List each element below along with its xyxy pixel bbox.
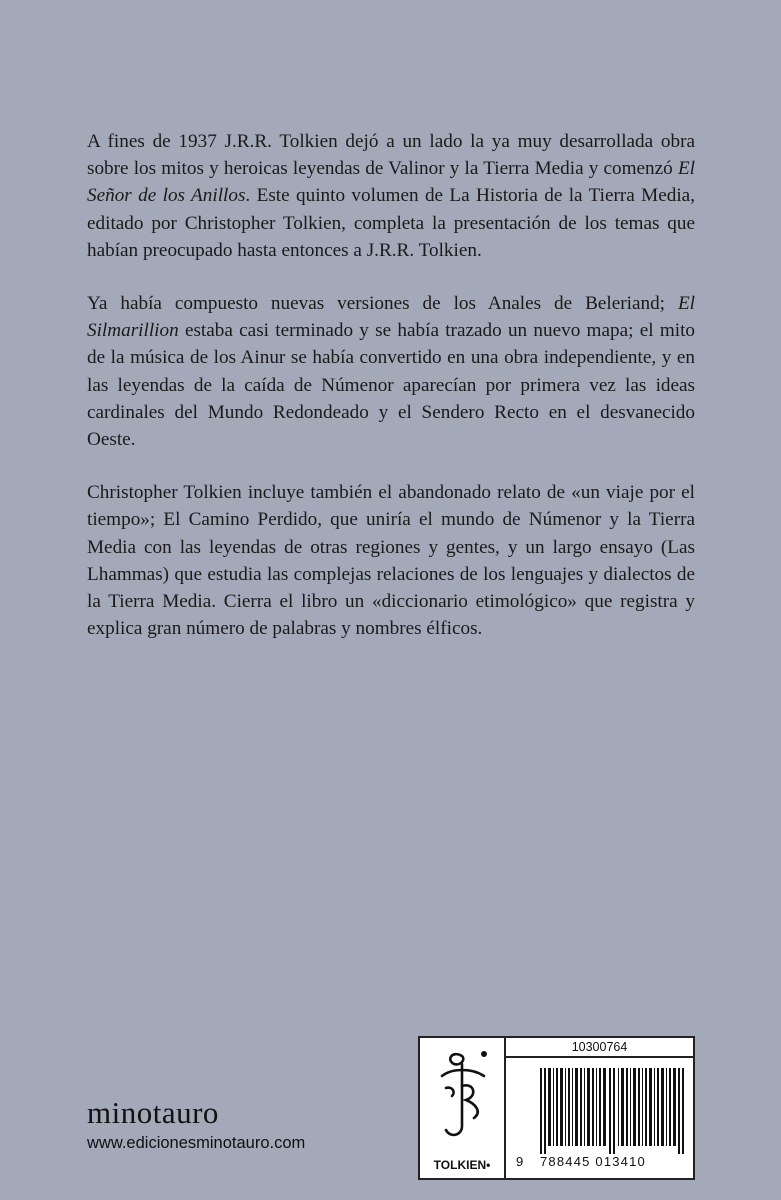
barcode-icon <box>540 1068 688 1154</box>
publisher-name: minotauro <box>87 1095 219 1130</box>
isbn-badge <box>418 1036 695 1180</box>
tolkien-logo-label: TOLKIEN• <box>433 1158 491 1172</box>
isbn-first-digit: 9 <box>516 1154 524 1169</box>
publisher-brand <box>87 1096 305 1153</box>
tolkien-monogram-icon <box>432 1046 494 1146</box>
blurb-paragraph-2: Ya había compuesto nuevas versiones de los Anales de Beleriand; El Silmarillion estaba casi terminado y se había trazado un nuevo mapa; el mito de la música de los Ainur se había convertido en una obra independiente, y en las leyendas de la caída de Númenor aparecían por primera vez las ideas cardinales del Mundo Redondeado y el Sendero Recto en el desvanecido Oeste. <box>87 293 695 451</box>
book-title-lotr: El Señor de los Anillos <box>87 158 695 207</box>
book-title-silmarillion: El Silmarillion <box>87 293 695 342</box>
isbn-digits: 788445 013410 <box>540 1154 646 1169</box>
publisher-url: www.edicionesminotauro.com <box>87 1134 306 1152</box>
back-cover-blurb <box>87 128 695 668</box>
tolkien-logo-panel <box>420 1038 506 1178</box>
blurb-paragraph-1: A fines de 1937 J.R.R. Tolkien dejó a un lado la ya muy desarrollada obra sobre los mitos y heroicas leyendas de Valinor y la Tierra Media y comenzó El Señor de los Anillos. Este quinto volumen de La Historia de la Tierra Media, editado por Christopher Tolkien, completa la presentación de los temas que habían preocupado hasta entonces a J.R.R. Tolkien. <box>87 131 695 261</box>
ref-code: 10300764 <box>506 1038 693 1058</box>
blurb-paragraph-3: Christopher Tolkien incluye también el abandonado relato de «un viaje por el tiempo»; El Camino Perdido, que uniría el mundo de Númenor y la Tierra Media con las leyendas de otras regiones y gentes, y un largo ensayo (Las Lhammas) que estudia las complejas relaciones de los lenguajes y dialectos de la Tierra Media. Cierra el libro un «diccionario etimológico» que registra y explica gran número de palabras y nombres élficos. <box>87 482 695 640</box>
